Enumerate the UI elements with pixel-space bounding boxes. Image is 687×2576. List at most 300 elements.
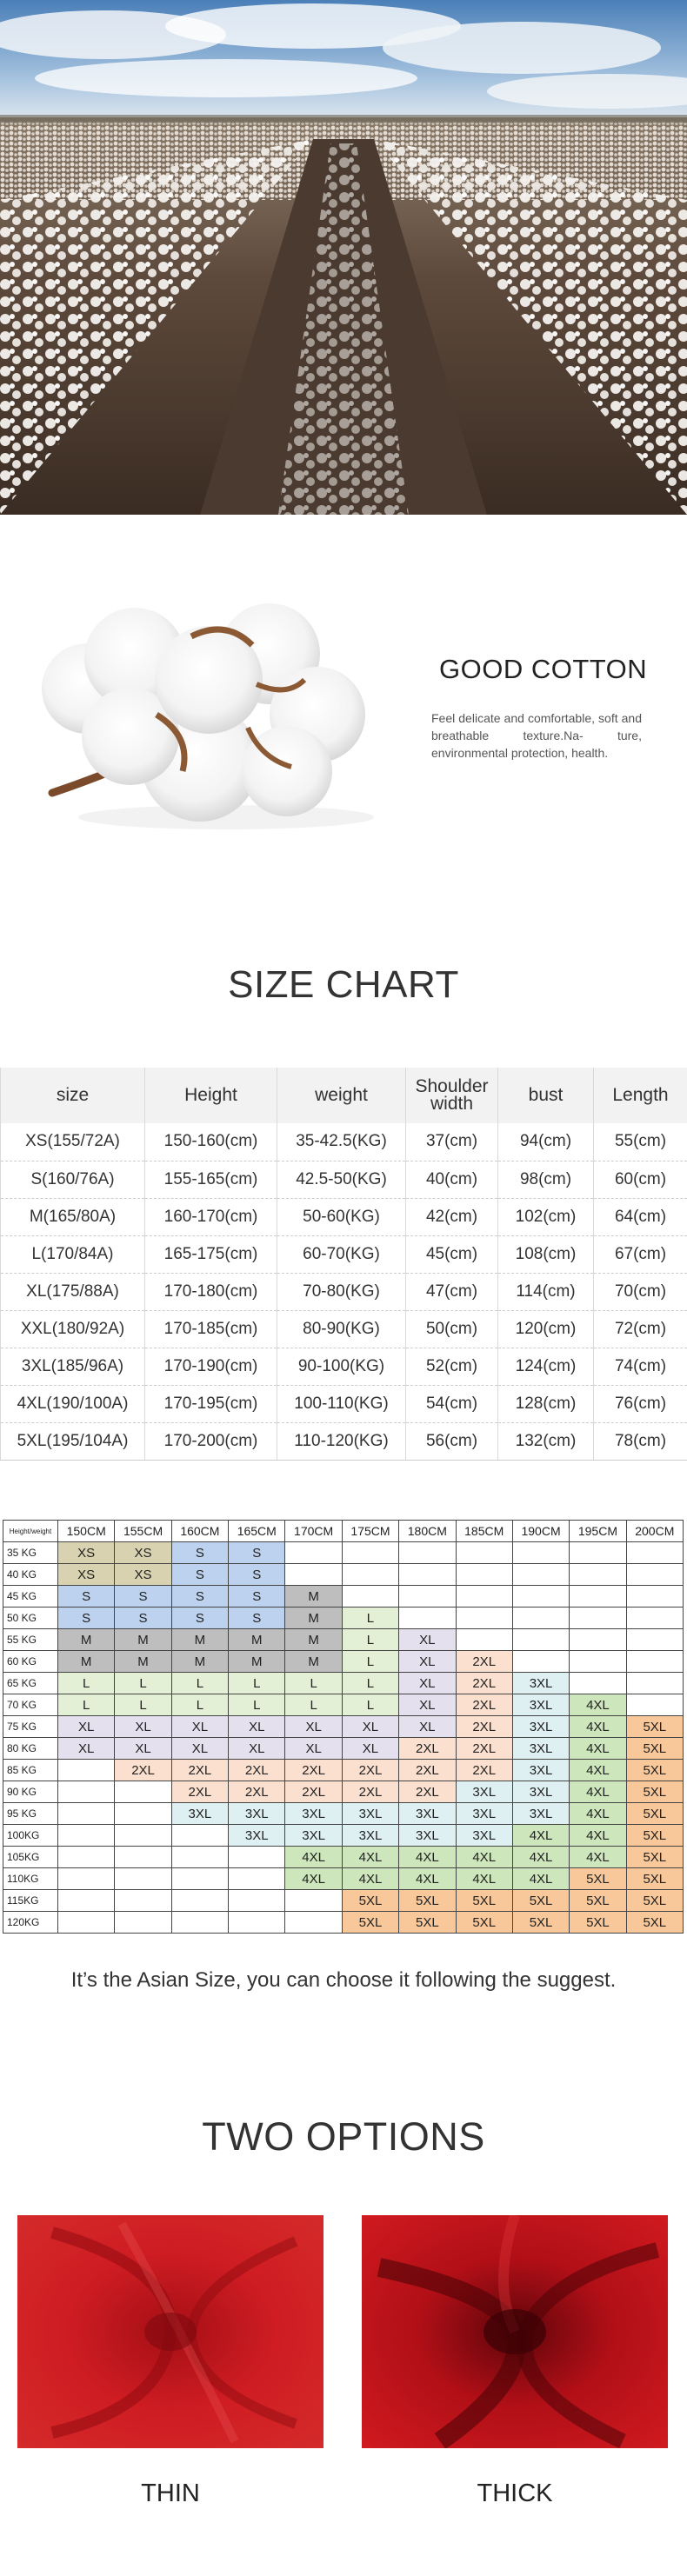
size-suggestion-cell: 4XL <box>456 1868 512 1890</box>
size-suggestion-cell: 5XL <box>626 1868 683 1890</box>
size-suggestion-cell <box>512 1629 569 1651</box>
weight-row-label: 110KG <box>3 1868 58 1890</box>
weight-row <box>3 1673 684 1694</box>
size-suggestion-cell: 5XL <box>570 1890 626 1912</box>
size-suggestion-cell: XS <box>58 1542 115 1564</box>
size-chart-cell: 52(cm) <box>406 1348 498 1385</box>
size-suggestion-cell: XL <box>58 1716 115 1738</box>
size-chart-cell: 98(cm) <box>498 1161 594 1198</box>
size-suggestion-cell: 5XL <box>626 1716 683 1738</box>
size-suggestion-cell: 2XL <box>456 1760 512 1781</box>
size-chart-cell: 54(cm) <box>406 1385 498 1422</box>
size-chart-table <box>0 1068 687 1461</box>
size-suggestion-cell: L <box>115 1673 171 1694</box>
size-chart-cell: 35-42.5(KG) <box>277 1123 406 1161</box>
size-chart-cell: 102(cm) <box>498 1198 594 1235</box>
size-suggestion-cell: 3XL <box>456 1803 512 1825</box>
size-suggestion-cell: S <box>171 1586 228 1608</box>
size-suggestion-cell <box>570 1586 626 1608</box>
size-suggestion-cell: XL <box>229 1738 285 1760</box>
size-suggestion-cell: M <box>171 1629 228 1651</box>
size-suggestion-cell <box>115 1781 171 1803</box>
size-chart-body <box>1 1123 687 1460</box>
thick-option-label: THICK <box>477 2479 553 2507</box>
size-suggestion-cell: XL <box>399 1629 456 1651</box>
size-suggestion-cell <box>171 1890 228 1912</box>
size-suggestion-cell <box>342 1542 398 1564</box>
size-suggestion-cell: 5XL <box>626 1803 683 1825</box>
weight-row-label: 80 KG <box>3 1738 58 1760</box>
size-suggestion-cell: 3XL <box>171 1803 228 1825</box>
size-suggestion-cell <box>570 1608 626 1629</box>
thin-fabric-photo <box>17 2215 323 2448</box>
height-column-header: 195CM <box>570 1521 626 1542</box>
size-suggestion-cell: 4XL <box>512 1847 569 1868</box>
size-suggestion-cell: M <box>58 1629 115 1651</box>
size-suggestion-cell <box>399 1608 456 1629</box>
size-suggestion-cell: 2XL <box>229 1781 285 1803</box>
col-header-bust: bust <box>498 1068 594 1123</box>
size-suggestion-cell <box>115 1803 171 1825</box>
size-suggestion-cell: M <box>115 1629 171 1651</box>
size-suggestion-cell: M <box>285 1651 342 1673</box>
size-suggestion-cell: XL <box>115 1716 171 1738</box>
size-suggestion-cell: S <box>58 1586 115 1608</box>
size-suggestion-cell: XS <box>115 1542 171 1564</box>
size-suggestion-cell <box>456 1608 512 1629</box>
weight-row <box>3 1890 684 1912</box>
size-suggestion-cell: XS <box>115 1564 171 1586</box>
weight-row <box>3 1629 684 1651</box>
size-suggestion-cell: L <box>342 1629 398 1651</box>
size-suggestion-cell: 5XL <box>626 1825 683 1847</box>
size-suggestion-cell <box>285 1912 342 1934</box>
size-chart-cell: 47(cm) <box>406 1273 498 1310</box>
size-suggestion-cell: L <box>171 1694 228 1716</box>
size-suggestion-cell: 2XL <box>342 1781 398 1803</box>
cotton-boll-icon <box>26 584 409 845</box>
size-suggestion-cell: 2XL <box>115 1760 171 1781</box>
size-suggestion-cell: 2XL <box>399 1760 456 1781</box>
size-suggestion-cell: L <box>58 1673 115 1694</box>
size-suggestion-cell: 2XL <box>229 1760 285 1781</box>
weight-row <box>3 1781 684 1803</box>
size-suggestion-cell: 2XL <box>342 1760 398 1781</box>
size-suggestion-cell <box>58 1781 115 1803</box>
size-suggestion-cell <box>58 1890 115 1912</box>
weight-row <box>3 1912 684 1934</box>
size-suggestion-cell <box>115 1868 171 1890</box>
size-suggestion-cell: 3XL <box>399 1825 456 1847</box>
size-chart-cell: 42(cm) <box>406 1198 498 1235</box>
size-suggestion-cell: M <box>229 1651 285 1673</box>
size-suggestion-cell <box>570 1673 626 1694</box>
height-weight-table <box>3 1520 684 1934</box>
weight-row-label: 60 KG <box>3 1651 58 1673</box>
size-suggestion-cell <box>626 1694 683 1716</box>
size-suggestion-cell: 5XL <box>512 1890 569 1912</box>
size-suggestion-cell: 3XL <box>512 1781 569 1803</box>
size-chart-cell: 94(cm) <box>498 1123 594 1161</box>
size-chart-cell: 72(cm) <box>594 1310 687 1348</box>
size-suggestion-cell <box>626 1608 683 1629</box>
cotton-field-illustration <box>0 0 687 515</box>
size-suggestion-cell: 3XL <box>512 1716 569 1738</box>
size-suggestion-cell: 2XL <box>456 1716 512 1738</box>
size-suggestion-cell: 4XL <box>342 1847 398 1868</box>
size-suggestion-cell <box>58 1825 115 1847</box>
size-chart-cell: 170-180(cm) <box>145 1273 277 1310</box>
size-suggestion-cell <box>58 1760 115 1781</box>
size-suggestion-cell: 3XL <box>512 1694 569 1716</box>
size-chart-cell: 67(cm) <box>594 1235 687 1273</box>
size-suggestion-cell: 3XL <box>512 1738 569 1760</box>
col-header-length: Length <box>594 1068 687 1123</box>
size-suggestion-cell <box>58 1803 115 1825</box>
weight-row-label: 40 KG <box>3 1564 58 1586</box>
size-suggestion-cell <box>512 1586 569 1608</box>
size-suggestion-cell <box>626 1651 683 1673</box>
size-chart-row <box>1 1348 687 1385</box>
weight-row-label: 50 KG <box>3 1608 58 1629</box>
weight-row-label: 100KG <box>3 1825 58 1847</box>
size-suggestion-cell: 4XL <box>285 1847 342 1868</box>
size-suggestion-cell: 5XL <box>512 1912 569 1934</box>
size-suggestion-cell <box>626 1564 683 1586</box>
size-chart-cell: 70(cm) <box>594 1273 687 1310</box>
weight-row-label: 115KG <box>3 1890 58 1912</box>
size-chart-cell: 70-80(KG) <box>277 1273 406 1310</box>
size-suggestion-cell: M <box>229 1629 285 1651</box>
height-column-header: 180CM <box>399 1521 456 1542</box>
weight-row-label: 65 KG <box>3 1673 58 1694</box>
size-suggestion-cell: XL <box>171 1716 228 1738</box>
size-suggestion-cell <box>229 1868 285 1890</box>
size-suggestion-cell: S <box>58 1608 115 1629</box>
size-suggestion-cell: 4XL <box>512 1868 569 1890</box>
size-suggestion-cell: XL <box>285 1716 342 1738</box>
weight-row-label: 75 KG <box>3 1716 58 1738</box>
size-suggestion-cell <box>171 1847 228 1868</box>
size-suggestion-cell: S <box>115 1608 171 1629</box>
size-suggestion-cell <box>399 1542 456 1564</box>
good-cotton-title: GOOD COTTON <box>439 654 648 684</box>
weight-row <box>3 1825 684 1847</box>
size-suggestion-cell: 4XL <box>570 1825 626 1847</box>
size-suggestion-cell <box>229 1847 285 1868</box>
col-header-shoulder: Shoulder width <box>406 1068 498 1123</box>
size-suggestion-cell: M <box>171 1651 228 1673</box>
size-suggestion-cell: 4XL <box>570 1847 626 1868</box>
size-suggestion-cell: 3XL <box>229 1803 285 1825</box>
size-suggestion-cell: 4XL <box>570 1694 626 1716</box>
size-suggestion-cell: 2XL <box>399 1781 456 1803</box>
size-chart-cell: 114(cm) <box>498 1273 594 1310</box>
size-chart-cell: 42.5-50(KG) <box>277 1161 406 1198</box>
size-chart-row <box>1 1123 687 1161</box>
size-chart-cell: 45(cm) <box>406 1235 498 1273</box>
col-header-height: Height <box>145 1068 277 1123</box>
size-chart-cell: 76(cm) <box>594 1385 687 1422</box>
thin-option-label: THIN <box>141 2479 200 2507</box>
size-suggestion-cell: 3XL <box>229 1825 285 1847</box>
size-suggestion-cell <box>58 1847 115 1868</box>
size-suggestion-cell: 2XL <box>171 1781 228 1803</box>
size-chart-cell: 165-175(cm) <box>145 1235 277 1273</box>
size-chart-cell: 170-185(cm) <box>145 1310 277 1348</box>
size-suggestion-cell: S <box>229 1564 285 1586</box>
height-column-header: 160CM <box>171 1521 228 1542</box>
weight-row-label: 35 KG <box>3 1542 58 1564</box>
size-suggestion-cell: 3XL <box>512 1803 569 1825</box>
size-chart-title: SIZE CHART <box>228 963 459 1006</box>
size-suggestion-cell <box>626 1629 683 1651</box>
size-suggestion-cell: 5XL <box>456 1890 512 1912</box>
size-suggestion-cell: S <box>171 1542 228 1564</box>
size-suggestion-cell: XL <box>399 1651 456 1673</box>
size-suggestion-cell <box>58 1868 115 1890</box>
size-suggestion-cell <box>171 1912 228 1934</box>
size-suggestion-cell: 5XL <box>399 1912 456 1934</box>
height-column-header: 155CM <box>115 1521 171 1542</box>
size-suggestion-cell: 5XL <box>626 1781 683 1803</box>
size-suggestion-cell: L <box>229 1694 285 1716</box>
size-chart-cell: 60(cm) <box>594 1161 687 1198</box>
size-chart-cell: 110-120(KG) <box>277 1422 406 1460</box>
size-suggestion-cell <box>570 1542 626 1564</box>
size-suggestion-cell: 2XL <box>171 1760 228 1781</box>
col-header-weight: weight <box>277 1068 406 1123</box>
size-chart-cell: XS(155/72A) <box>1 1123 145 1161</box>
size-chart-cell: 78(cm) <box>594 1422 687 1460</box>
size-suggestion-cell: 2XL <box>456 1673 512 1694</box>
size-suggestion-cell <box>285 1890 342 1912</box>
weight-row <box>3 1716 684 1738</box>
size-suggestion-cell: XS <box>58 1564 115 1586</box>
size-chart-cell: 100-110(KG) <box>277 1385 406 1422</box>
size-suggestion-cell <box>570 1564 626 1586</box>
size-chart-cell: 50(cm) <box>406 1310 498 1348</box>
two-options-title: TWO OPTIONS <box>202 2114 485 2159</box>
size-suggestion-cell: 4XL <box>512 1825 569 1847</box>
weight-row <box>3 1760 684 1781</box>
size-suggestion-cell: 3XL <box>512 1673 569 1694</box>
weight-row-label: 55 KG <box>3 1629 58 1651</box>
size-suggestion-cell: 5XL <box>570 1912 626 1934</box>
size-chart-cell: 5XL(195/104A) <box>1 1422 145 1460</box>
size-chart-cell: L(170/84A) <box>1 1235 145 1273</box>
size-suggestion-cell: L <box>342 1651 398 1673</box>
size-chart-cell: 90-100(KG) <box>277 1348 406 1385</box>
size-suggestion-cell: L <box>229 1673 285 1694</box>
size-suggestion-cell <box>456 1542 512 1564</box>
height-column-header: 190CM <box>512 1521 569 1542</box>
size-suggestion-cell: 5XL <box>570 1868 626 1890</box>
size-suggestion-cell: L <box>58 1694 115 1716</box>
size-suggestion-cell: S <box>171 1608 228 1629</box>
size-suggestion-cell: 4XL <box>456 1847 512 1868</box>
size-suggestion-cell <box>512 1651 569 1673</box>
size-chart-cell: XL(175/88A) <box>1 1273 145 1310</box>
size-chart-cell: 132(cm) <box>498 1422 594 1460</box>
size-suggestion-cell: M <box>285 1608 342 1629</box>
size-suggestion-cell <box>626 1673 683 1694</box>
size-suggestion-cell: M <box>285 1586 342 1608</box>
size-suggestion-cell: L <box>285 1673 342 1694</box>
asian-size-note: It’s the Asian Size, you can choose it following the suggest. <box>70 1968 617 1992</box>
size-suggestion-cell: 4XL <box>570 1781 626 1803</box>
size-chart-cell: 170-195(cm) <box>145 1385 277 1422</box>
size-suggestion-cell: XL <box>342 1738 398 1760</box>
size-chart-cell: 4XL(190/100A) <box>1 1385 145 1422</box>
weight-row-label: 85 KG <box>3 1760 58 1781</box>
size-suggestion-cell <box>171 1825 228 1847</box>
size-suggestion-cell: M <box>58 1651 115 1673</box>
size-suggestion-cell <box>229 1912 285 1934</box>
size-suggestion-cell <box>626 1586 683 1608</box>
weight-row <box>3 1694 684 1716</box>
size-chart-row <box>1 1385 687 1422</box>
size-suggestion-cell: 5XL <box>626 1912 683 1934</box>
size-suggestion-cell <box>115 1890 171 1912</box>
size-chart-cell: 170-200(cm) <box>145 1422 277 1460</box>
height-column-header: 200CM <box>626 1521 683 1542</box>
size-chart-cell: 150-160(cm) <box>145 1123 277 1161</box>
size-chart-row <box>1 1235 687 1273</box>
size-suggestion-cell <box>570 1651 626 1673</box>
size-suggestion-cell: 2XL <box>456 1651 512 1673</box>
thick-fabric-swatch <box>362 2215 668 2448</box>
weight-row <box>3 1868 684 1890</box>
size-suggestion-cell <box>512 1542 569 1564</box>
weight-row <box>3 1564 684 1586</box>
height-column-header: 170CM <box>285 1521 342 1542</box>
size-suggestion-cell: S <box>229 1586 285 1608</box>
height-header-row <box>3 1521 684 1542</box>
size-chart-cell: 128(cm) <box>498 1385 594 1422</box>
size-suggestion-cell: 2XL <box>456 1738 512 1760</box>
size-suggestion-cell: 3XL <box>285 1803 342 1825</box>
size-suggestion-cell: S <box>229 1542 285 1564</box>
size-chart-cell: 56(cm) <box>406 1422 498 1460</box>
size-suggestion-cell: 3XL <box>342 1803 398 1825</box>
height-weight-body <box>3 1542 684 1934</box>
weight-row-label: 90 KG <box>3 1781 58 1803</box>
size-suggestion-cell: 4XL <box>570 1760 626 1781</box>
weight-row-label: 105KG <box>3 1847 58 1868</box>
size-suggestion-cell: XL <box>58 1738 115 1760</box>
size-suggestion-cell <box>115 1825 171 1847</box>
size-chart-row <box>1 1422 687 1460</box>
size-suggestion-cell: 3XL <box>512 1760 569 1781</box>
size-suggestion-cell <box>456 1564 512 1586</box>
height-column-header: 165CM <box>229 1521 285 1542</box>
weight-row-label: 70 KG <box>3 1694 58 1716</box>
col-header-size: size <box>1 1068 145 1123</box>
height-weight-corner: Height/weight <box>3 1521 58 1542</box>
size-suggestion-cell: L <box>342 1608 398 1629</box>
size-chart-cell: 64(cm) <box>594 1198 687 1235</box>
size-suggestion-cell <box>399 1586 456 1608</box>
size-suggestion-cell: 4XL <box>399 1847 456 1868</box>
height-column-header: 175CM <box>342 1521 398 1542</box>
weight-row <box>3 1608 684 1629</box>
size-chart-cell: S(160/76A) <box>1 1161 145 1198</box>
size-suggestion-cell <box>626 1542 683 1564</box>
size-chart-cell: 120(cm) <box>498 1310 594 1348</box>
size-chart-row <box>1 1273 687 1310</box>
size-suggestion-cell: 2XL <box>285 1760 342 1781</box>
size-suggestion-cell <box>570 1629 626 1651</box>
size-suggestion-cell: XL <box>399 1673 456 1694</box>
size-suggestion-cell <box>115 1847 171 1868</box>
size-suggestion-cell: 5XL <box>626 1847 683 1868</box>
weight-row <box>3 1542 684 1564</box>
weight-row <box>3 1847 684 1868</box>
weight-row <box>3 1803 684 1825</box>
size-suggestion-cell: 4XL <box>342 1868 398 1890</box>
size-chart-cell: 55(cm) <box>594 1123 687 1161</box>
size-suggestion-cell <box>285 1542 342 1564</box>
size-suggestion-cell: XL <box>229 1716 285 1738</box>
size-suggestion-cell: 3XL <box>456 1825 512 1847</box>
size-suggestion-cell: XL <box>399 1694 456 1716</box>
size-suggestion-cell: S <box>171 1564 228 1586</box>
weight-row-label: 120KG <box>3 1912 58 1934</box>
size-suggestion-cell: XL <box>285 1738 342 1760</box>
size-suggestion-cell: L <box>171 1673 228 1694</box>
size-suggestion-cell: XL <box>399 1716 456 1738</box>
size-suggestion-cell <box>229 1890 285 1912</box>
size-suggestion-cell <box>342 1564 398 1586</box>
size-chart-cell: XXL(180/92A) <box>1 1310 145 1348</box>
size-chart-cell: 108(cm) <box>498 1235 594 1273</box>
size-suggestion-cell <box>512 1564 569 1586</box>
size-chart-cell: 124(cm) <box>498 1348 594 1385</box>
size-chart-cell: 60-70(KG) <box>277 1235 406 1273</box>
size-suggestion-cell <box>115 1912 171 1934</box>
size-suggestion-cell: L <box>342 1673 398 1694</box>
size-suggestion-cell: 2XL <box>399 1738 456 1760</box>
size-suggestion-cell: M <box>285 1629 342 1651</box>
size-chart-row <box>1 1198 687 1235</box>
size-chart-row <box>1 1161 687 1198</box>
size-suggestion-cell: 3XL <box>285 1825 342 1847</box>
height-column-header: 185CM <box>456 1521 512 1542</box>
size-suggestion-cell: XL <box>115 1738 171 1760</box>
size-suggestion-cell: 5XL <box>342 1890 398 1912</box>
size-suggestion-cell: 5XL <box>626 1760 683 1781</box>
size-suggestion-cell: 3XL <box>456 1781 512 1803</box>
size-suggestion-cell: 3XL <box>342 1825 398 1847</box>
size-suggestion-cell: 5XL <box>342 1912 398 1934</box>
size-chart-cell: 170-190(cm) <box>145 1348 277 1385</box>
size-chart-header-row <box>1 1068 687 1123</box>
weight-row <box>3 1586 684 1608</box>
size-suggestion-cell <box>512 1608 569 1629</box>
size-chart-cell: 37(cm) <box>406 1123 498 1161</box>
size-chart-cell: 80-90(KG) <box>277 1310 406 1348</box>
size-chart-cell: M(165/80A) <box>1 1198 145 1235</box>
size-chart-cell: 160-170(cm) <box>145 1198 277 1235</box>
size-suggestion-cell: 4XL <box>285 1868 342 1890</box>
weight-row <box>3 1651 684 1673</box>
thick-fabric-photo <box>362 2215 668 2448</box>
size-suggestion-cell: M <box>115 1651 171 1673</box>
size-chart-cell: 3XL(185/96A) <box>1 1348 145 1385</box>
good-cotton-description: Feel delicate and comfortable, soft and breathable texture.Na- ture, environmental protection, health. <box>431 711 642 760</box>
size-suggestion-cell <box>456 1586 512 1608</box>
